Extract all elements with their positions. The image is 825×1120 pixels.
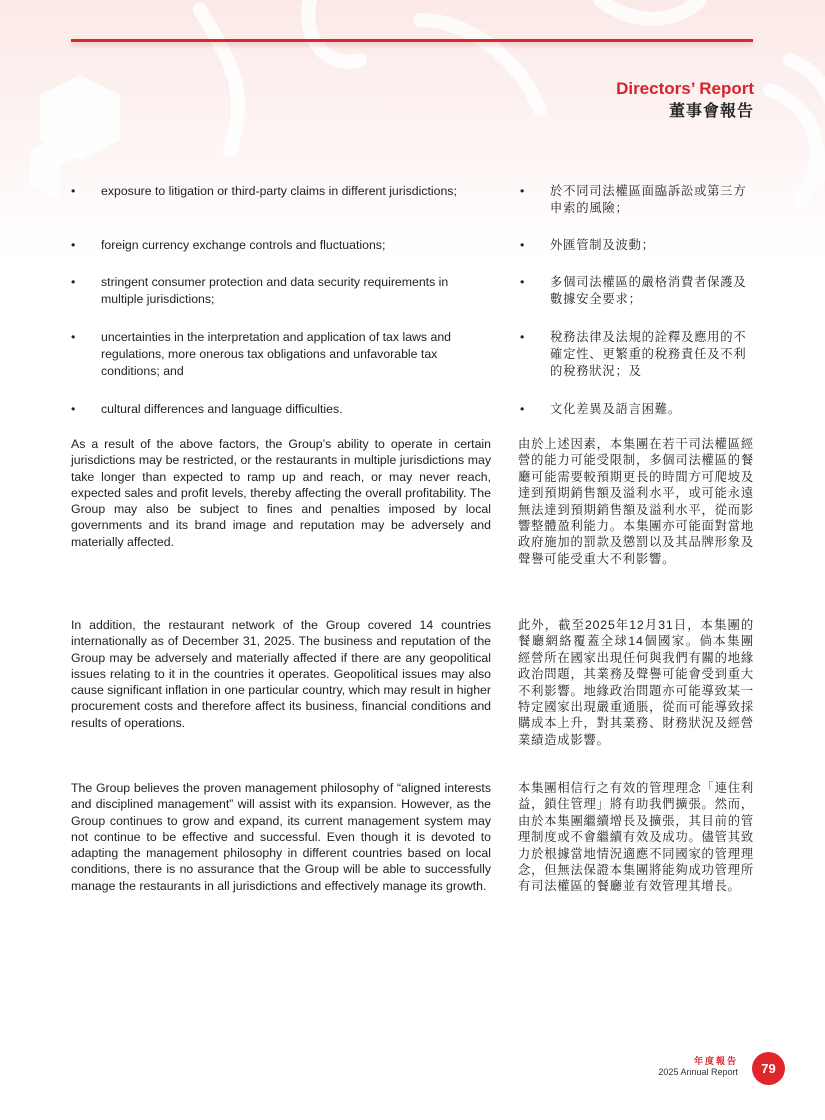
bullet-dot: • — [520, 184, 526, 198]
bullet-text-zh: 多個司法權區的嚴格消費者保護及數據安全要求； — [550, 275, 747, 306]
bullet-dot: • — [71, 402, 76, 416]
footer-label-en: 2025 Annual Report — [658, 1067, 738, 1077]
bullet-item-en — [71, 329, 491, 380]
bullet-text-en: cultural differences and language difficulties. — [101, 402, 343, 416]
page-header — [616, 78, 754, 124]
paragraph-zh: 本集團相信行之有效的管理理念「連住利益，鎖住管理」將有助我們擴張。然而，由於本集團繼續增長及擴張，其目前的管理制度或不會繼續有效及成功。儘管其致力於根據當地情況適應不同國家的管理理念，但無法保證本集團將能夠成功管理所有司法權區的餐廳並有效管理其增長。 — [518, 781, 754, 894]
bullet-text-zh: 外匯管制及波動； — [550, 238, 655, 252]
footer-label-zh: 年度報告 — [693, 1056, 738, 1066]
bullet-text-zh: 稅務法律及法規的詮釋及應用的不確定性、更繁重的稅務責任及不利的稅務狀況；及 — [550, 330, 747, 378]
bullet-dot: • — [71, 238, 76, 252]
page-number-badge: 79 — [752, 1052, 785, 1085]
bullet-item-zh — [518, 237, 754, 254]
bullet-text-zh: 於不同司法權區面臨訴訟或第三方申索的風險； — [550, 184, 747, 215]
bullet-text-en: foreign currency exchange controls and fluctuations; — [101, 238, 386, 252]
bullet-item-en — [71, 401, 491, 418]
bullet-item-en — [71, 237, 491, 254]
bullet-item-zh — [518, 274, 754, 308]
bullet-item-en — [71, 274, 491, 308]
page-footer — [658, 1056, 738, 1078]
paragraph-zh: 由於上述因素，本集團在若干司法權區經營的能力可能受限制，多個司法權區的餐廳可能需要較預期更長的時間方可爬坡及達到預期銷售額及溢利水平，或可能永遠無法達到預期銷售額及溢利水平，從而影響整體盈利能力。本集團亦可能面對當地政府施加的罰款及懲罰以及其品牌形象及聲譽可能受重大不利影響。 — [518, 437, 754, 566]
page-title-en: Directors’ Report — [616, 79, 754, 98]
bullet-item-zh — [518, 183, 754, 217]
bullet-item-zh — [518, 401, 754, 418]
bullet-dot: • — [520, 275, 526, 289]
bullet-dot: • — [520, 330, 526, 344]
bullet-dot: • — [71, 275, 76, 289]
bullet-dot: • — [520, 402, 526, 416]
bullet-dot: • — [520, 238, 526, 252]
paragraph-en: The Group believes the proven management philosophy of “aligned interests and disciplined management” will assist with its expansion. However, as the Group continues to grow and expand, its current management system may not continue to be effective and successful. Even though it is devoted to adapting the management philosophy in different countries based on local conditions, there is no assurance that the Group will be able to successfully manage the restaurants in all jurisdictions and effectively manage its growth. — [71, 781, 491, 893]
header-rule — [71, 39, 753, 42]
bullet-text-en: uncertainties in the interpretation and application of tax laws and regulations, more onerous tax obligations and unfavorable tax conditions; and — [101, 330, 451, 378]
bullet-text-en: stringent consumer protection and data security requirements in multiple jurisdictions; — [101, 275, 449, 306]
bullet-dot: • — [71, 184, 76, 198]
bullet-item-en — [71, 183, 491, 200]
bullet-item-zh — [518, 329, 754, 380]
bullet-text-en: exposure to litigation or third-party claims in different jurisdictions; — [101, 184, 457, 198]
bullet-text-zh: 文化差異及語言困難。 — [550, 402, 681, 416]
paragraph-en: In addition, the restaurant network of the Group covered 14 countries internationally as of December 31, 2025. The business and reputation of the Group may be adversely and materially affected if there are any geopolitical issues relating to it in the countries it operates. Geopolitical issues may also cause significant inflation in one particular country, which may result in higher procurement costs and therefore affect its business, financial conditions and results of operations. — [71, 618, 491, 730]
paragraph-en: As a result of the above factors, the Group’s ability to operate in certain jurisdictions may be restricted, or the restaurants in multiple jurisdictions may take longer than expected to ramp up and reach, or may never reach, expected sales and profit levels, thereby affecting the overall profitability. The Group may also be subject to fines and penalties imposed by local governments and its brand image and reputation may be adversely and materially affected. — [71, 437, 491, 549]
page-title-zh: 董事會報告 — [668, 103, 754, 120]
paragraph-zh: 此外，截至2025年12月31日，本集團的餐廳網絡覆蓋全球14個國家。倘本集團經營所在國家出現任何與我們有關的地緣政治問題，其業務及聲譽可能會受到重大不利影響。地緣政治問題亦可能導致某一特定國家出現嚴重通脹，從而可能導致採購成本上升，對其業務、財務狀況及經營業績造成影響。 — [518, 618, 754, 747]
bullet-dot: • — [71, 330, 76, 344]
